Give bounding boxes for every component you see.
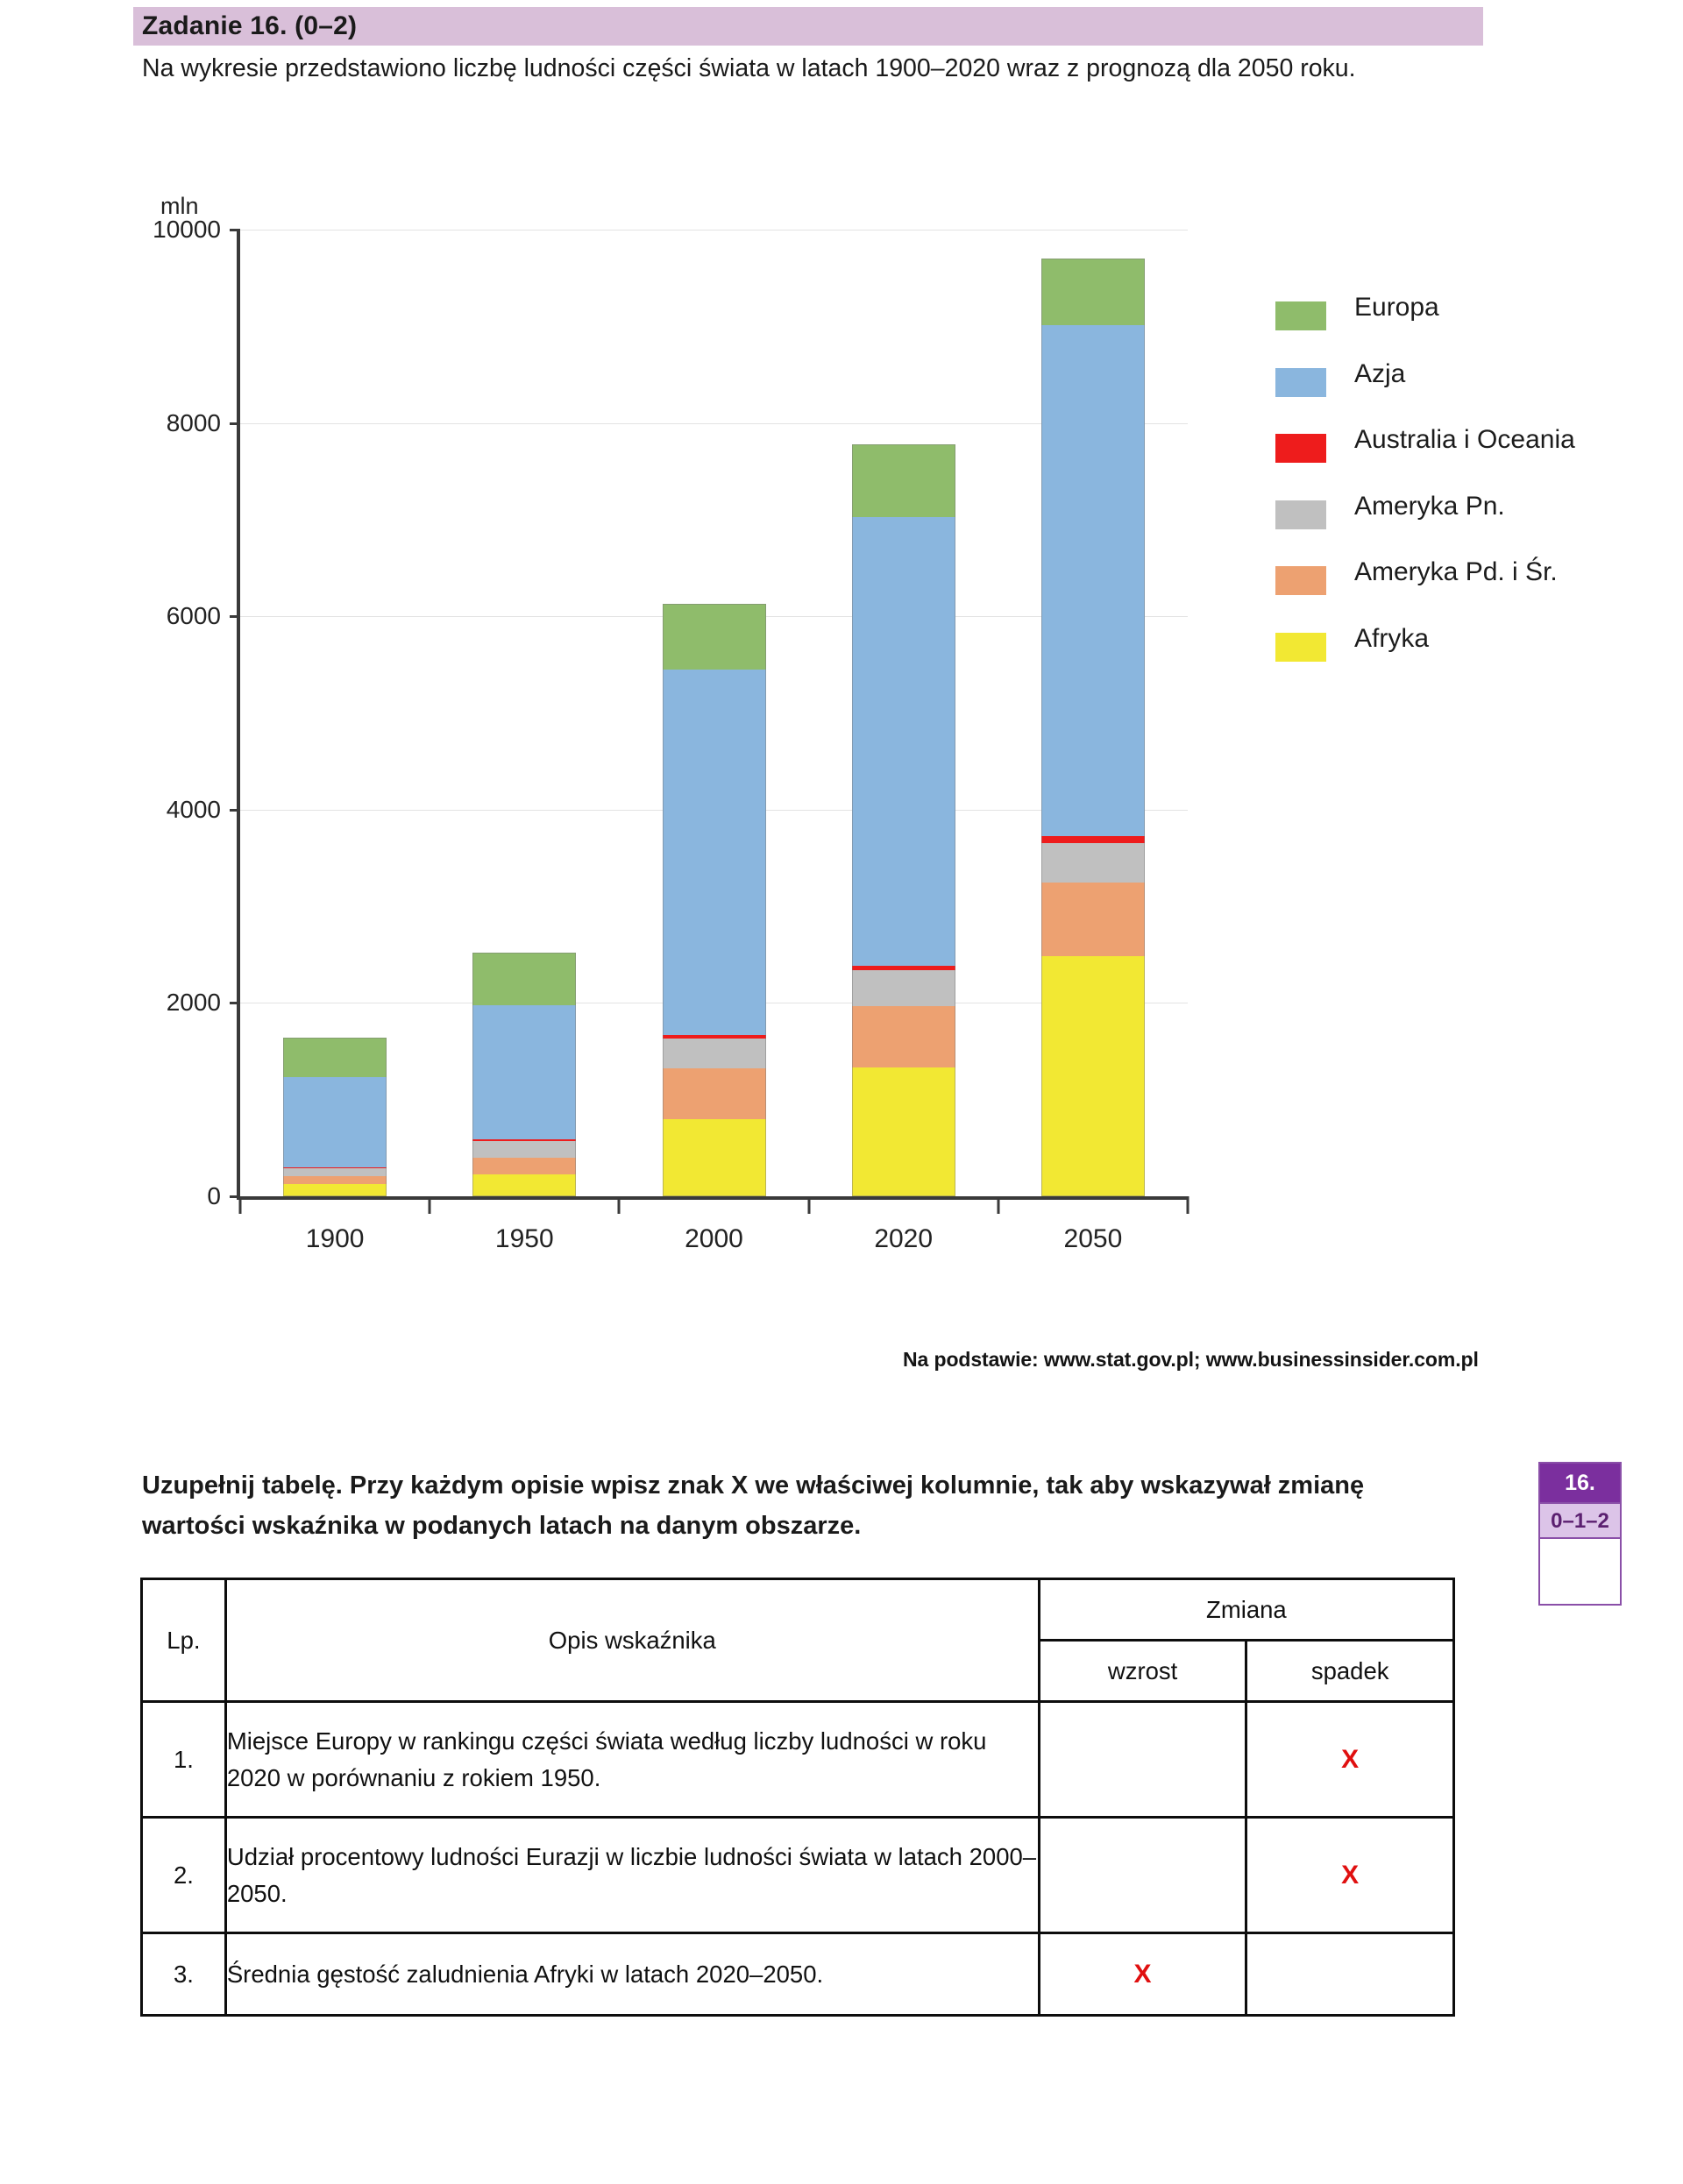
chart-bar-segment bbox=[472, 1158, 576, 1174]
row-decrease-cell[interactable]: X bbox=[1246, 1702, 1454, 1818]
header-change: Zmiana bbox=[1039, 1579, 1453, 1641]
legend-color-swatch bbox=[1275, 368, 1326, 397]
legend-item-label: Ameryka Pd. i Śr. bbox=[1354, 557, 1558, 586]
x-tick-label: 1900 bbox=[305, 1224, 365, 1253]
chart-bar-segment bbox=[1041, 843, 1145, 882]
chart-source-note: Na podstawie: www.stat.gov.pl; www.businessinsider.com.pl bbox=[903, 1348, 1479, 1371]
x-tick-label: 2020 bbox=[874, 1224, 934, 1253]
y-tick-label: 10000 bbox=[153, 216, 221, 243]
chart-bar-segment bbox=[1041, 325, 1145, 836]
legend-item bbox=[1232, 554, 1558, 620]
chart-bar-segment bbox=[472, 1005, 576, 1139]
score-point-range: 0–1–2 bbox=[1540, 1502, 1620, 1537]
row-number: 2. bbox=[142, 1818, 226, 1933]
chart-bar-segment bbox=[1041, 836, 1145, 843]
chart-bar-segment bbox=[852, 1067, 955, 1196]
table-header-row-1 bbox=[142, 1579, 1454, 1641]
chart-legend bbox=[1232, 289, 1575, 686]
chart-bar-segment bbox=[472, 1141, 576, 1158]
chart-bar-segment bbox=[472, 1174, 576, 1196]
row-decrease-cell[interactable]: X bbox=[1246, 1818, 1454, 1933]
legend-item bbox=[1232, 620, 1538, 687]
chart-bar bbox=[283, 1038, 387, 1196]
x-tick-label: 1950 bbox=[494, 1224, 554, 1253]
table-row bbox=[142, 1818, 1454, 1933]
chart-bar-segment bbox=[283, 1184, 387, 1196]
chart-bar bbox=[472, 953, 576, 1196]
row-description: Udział procentowy ludności Eurazji w liczbie ludności świata w latach 2000–2050. bbox=[225, 1818, 1039, 1933]
task-header-title: Zadanie 16. (0–2) bbox=[142, 11, 358, 40]
answer-table-head bbox=[142, 1579, 1454, 1702]
chart-bar-segment bbox=[1041, 883, 1145, 957]
x-tick-mark bbox=[239, 1196, 242, 1214]
header-decrease: spadek bbox=[1246, 1641, 1454, 1702]
x-tick-mark bbox=[807, 1196, 810, 1214]
chart-bar-segment bbox=[472, 953, 576, 1005]
chart-bar-segment bbox=[663, 1039, 766, 1069]
row-description: Miejsce Europy w rankingu części świata według liczby ludności w roku 2020 w porównaniu z rokiem 1950. bbox=[225, 1702, 1039, 1818]
y-tick-label: 6000 bbox=[166, 602, 221, 630]
row-increase-cell[interactable]: X bbox=[1039, 1933, 1246, 2016]
score-entry-field[interactable] bbox=[1540, 1537, 1620, 1604]
chart-bar-segment bbox=[283, 1038, 387, 1077]
x-tick-label: 2000 bbox=[685, 1224, 743, 1253]
chart-plot-area bbox=[153, 216, 1188, 1253]
legend-color-swatch bbox=[1275, 500, 1326, 529]
row-increase-cell[interactable] bbox=[1039, 1818, 1246, 1933]
chart-bar-segment bbox=[1041, 259, 1145, 325]
x-tick-label: 2050 bbox=[1063, 1224, 1123, 1253]
chart-bar-segment bbox=[663, 670, 766, 1034]
chart-bar-segment bbox=[852, 517, 955, 966]
y-tick-mark bbox=[230, 615, 240, 618]
chart-bar-segment bbox=[663, 1119, 766, 1196]
row-decrease-cell[interactable] bbox=[1246, 1933, 1454, 2016]
header-increase: wzrost bbox=[1039, 1641, 1246, 1702]
row-number: 3. bbox=[142, 1933, 226, 2016]
y-axis-unit-label: mln bbox=[160, 193, 199, 219]
header-lp: Lp. bbox=[142, 1579, 226, 1702]
legend-color-swatch bbox=[1275, 434, 1326, 463]
legend-item-label: Azja bbox=[1354, 358, 1406, 388]
header-description: Opis wskaźnika bbox=[225, 1579, 1039, 1702]
population-chart bbox=[131, 175, 1575, 1402]
legend-color-swatch bbox=[1275, 566, 1326, 595]
y-tick-mark bbox=[230, 229, 240, 231]
chart-bar-segment bbox=[663, 1068, 766, 1118]
legend-item bbox=[1232, 289, 1538, 356]
y-tick-mark bbox=[230, 809, 240, 812]
chart-bar-segment bbox=[852, 1006, 955, 1068]
row-number: 1. bbox=[142, 1702, 226, 1818]
score-task-number: 16. bbox=[1540, 1464, 1620, 1502]
legend-item-label: Europa bbox=[1354, 293, 1439, 322]
y-tick-label: 2000 bbox=[166, 989, 221, 1017]
answer-table-body bbox=[142, 1702, 1454, 2016]
task-instruction-text: Uzupełnij tabelę. Przy każdym opisie wpisz znak X we właściwej kolumnie, tak aby wskazywał zmianę wartości wskaźnika w podanych latach na danym obszarze. bbox=[142, 1471, 1365, 1540]
answer-table bbox=[140, 1578, 1455, 2017]
x-tick-mark bbox=[997, 1196, 999, 1214]
legend-item-label: Australia i Oceania bbox=[1354, 425, 1575, 454]
chart-bar-segment bbox=[283, 1168, 387, 1176]
y-tick-mark bbox=[230, 1002, 240, 1004]
x-tick-mark bbox=[1187, 1196, 1189, 1214]
y-tick-label: 0 bbox=[207, 1182, 221, 1209]
legend-item bbox=[1232, 422, 1575, 488]
chart-bar-segment bbox=[1041, 956, 1145, 1196]
chart-bar-segment bbox=[852, 444, 955, 517]
task-intro-text: Na wykresie przedstawiono liczbę ludności części świata w latach 1900–2020 wraz z prognozą dla 2050 roku. bbox=[142, 54, 1356, 82]
chart-bar bbox=[1041, 259, 1145, 1196]
chart-bar-segment bbox=[663, 604, 766, 670]
x-tick-mark bbox=[618, 1196, 621, 1214]
legend-item bbox=[1232, 356, 1538, 422]
chart-bar-segment bbox=[283, 1077, 387, 1167]
x-tick-mark bbox=[429, 1196, 431, 1214]
legend-item-label: Afryka bbox=[1354, 623, 1430, 653]
legend-item bbox=[1232, 488, 1538, 555]
legend-item-label: Ameryka Pn. bbox=[1354, 491, 1505, 521]
chart-bar bbox=[663, 604, 766, 1196]
row-increase-cell[interactable] bbox=[1039, 1702, 1246, 1818]
chart-bar-segment bbox=[283, 1176, 387, 1183]
table-row bbox=[142, 1702, 1454, 1818]
y-tick-mark bbox=[230, 422, 240, 425]
row-description: Średnia gęstość zaludnienia Afryki w latach 2020–2050. bbox=[225, 1933, 1039, 2016]
y-tick-label: 8000 bbox=[166, 408, 221, 436]
table-row bbox=[142, 1933, 1454, 2016]
chart-bar-segment bbox=[852, 970, 955, 1006]
y-tick-label: 4000 bbox=[166, 795, 221, 823]
chart-bar bbox=[852, 444, 955, 1196]
legend-color-swatch bbox=[1275, 633, 1326, 662]
legend-color-swatch bbox=[1275, 301, 1326, 330]
score-box bbox=[1538, 1462, 1622, 1606]
